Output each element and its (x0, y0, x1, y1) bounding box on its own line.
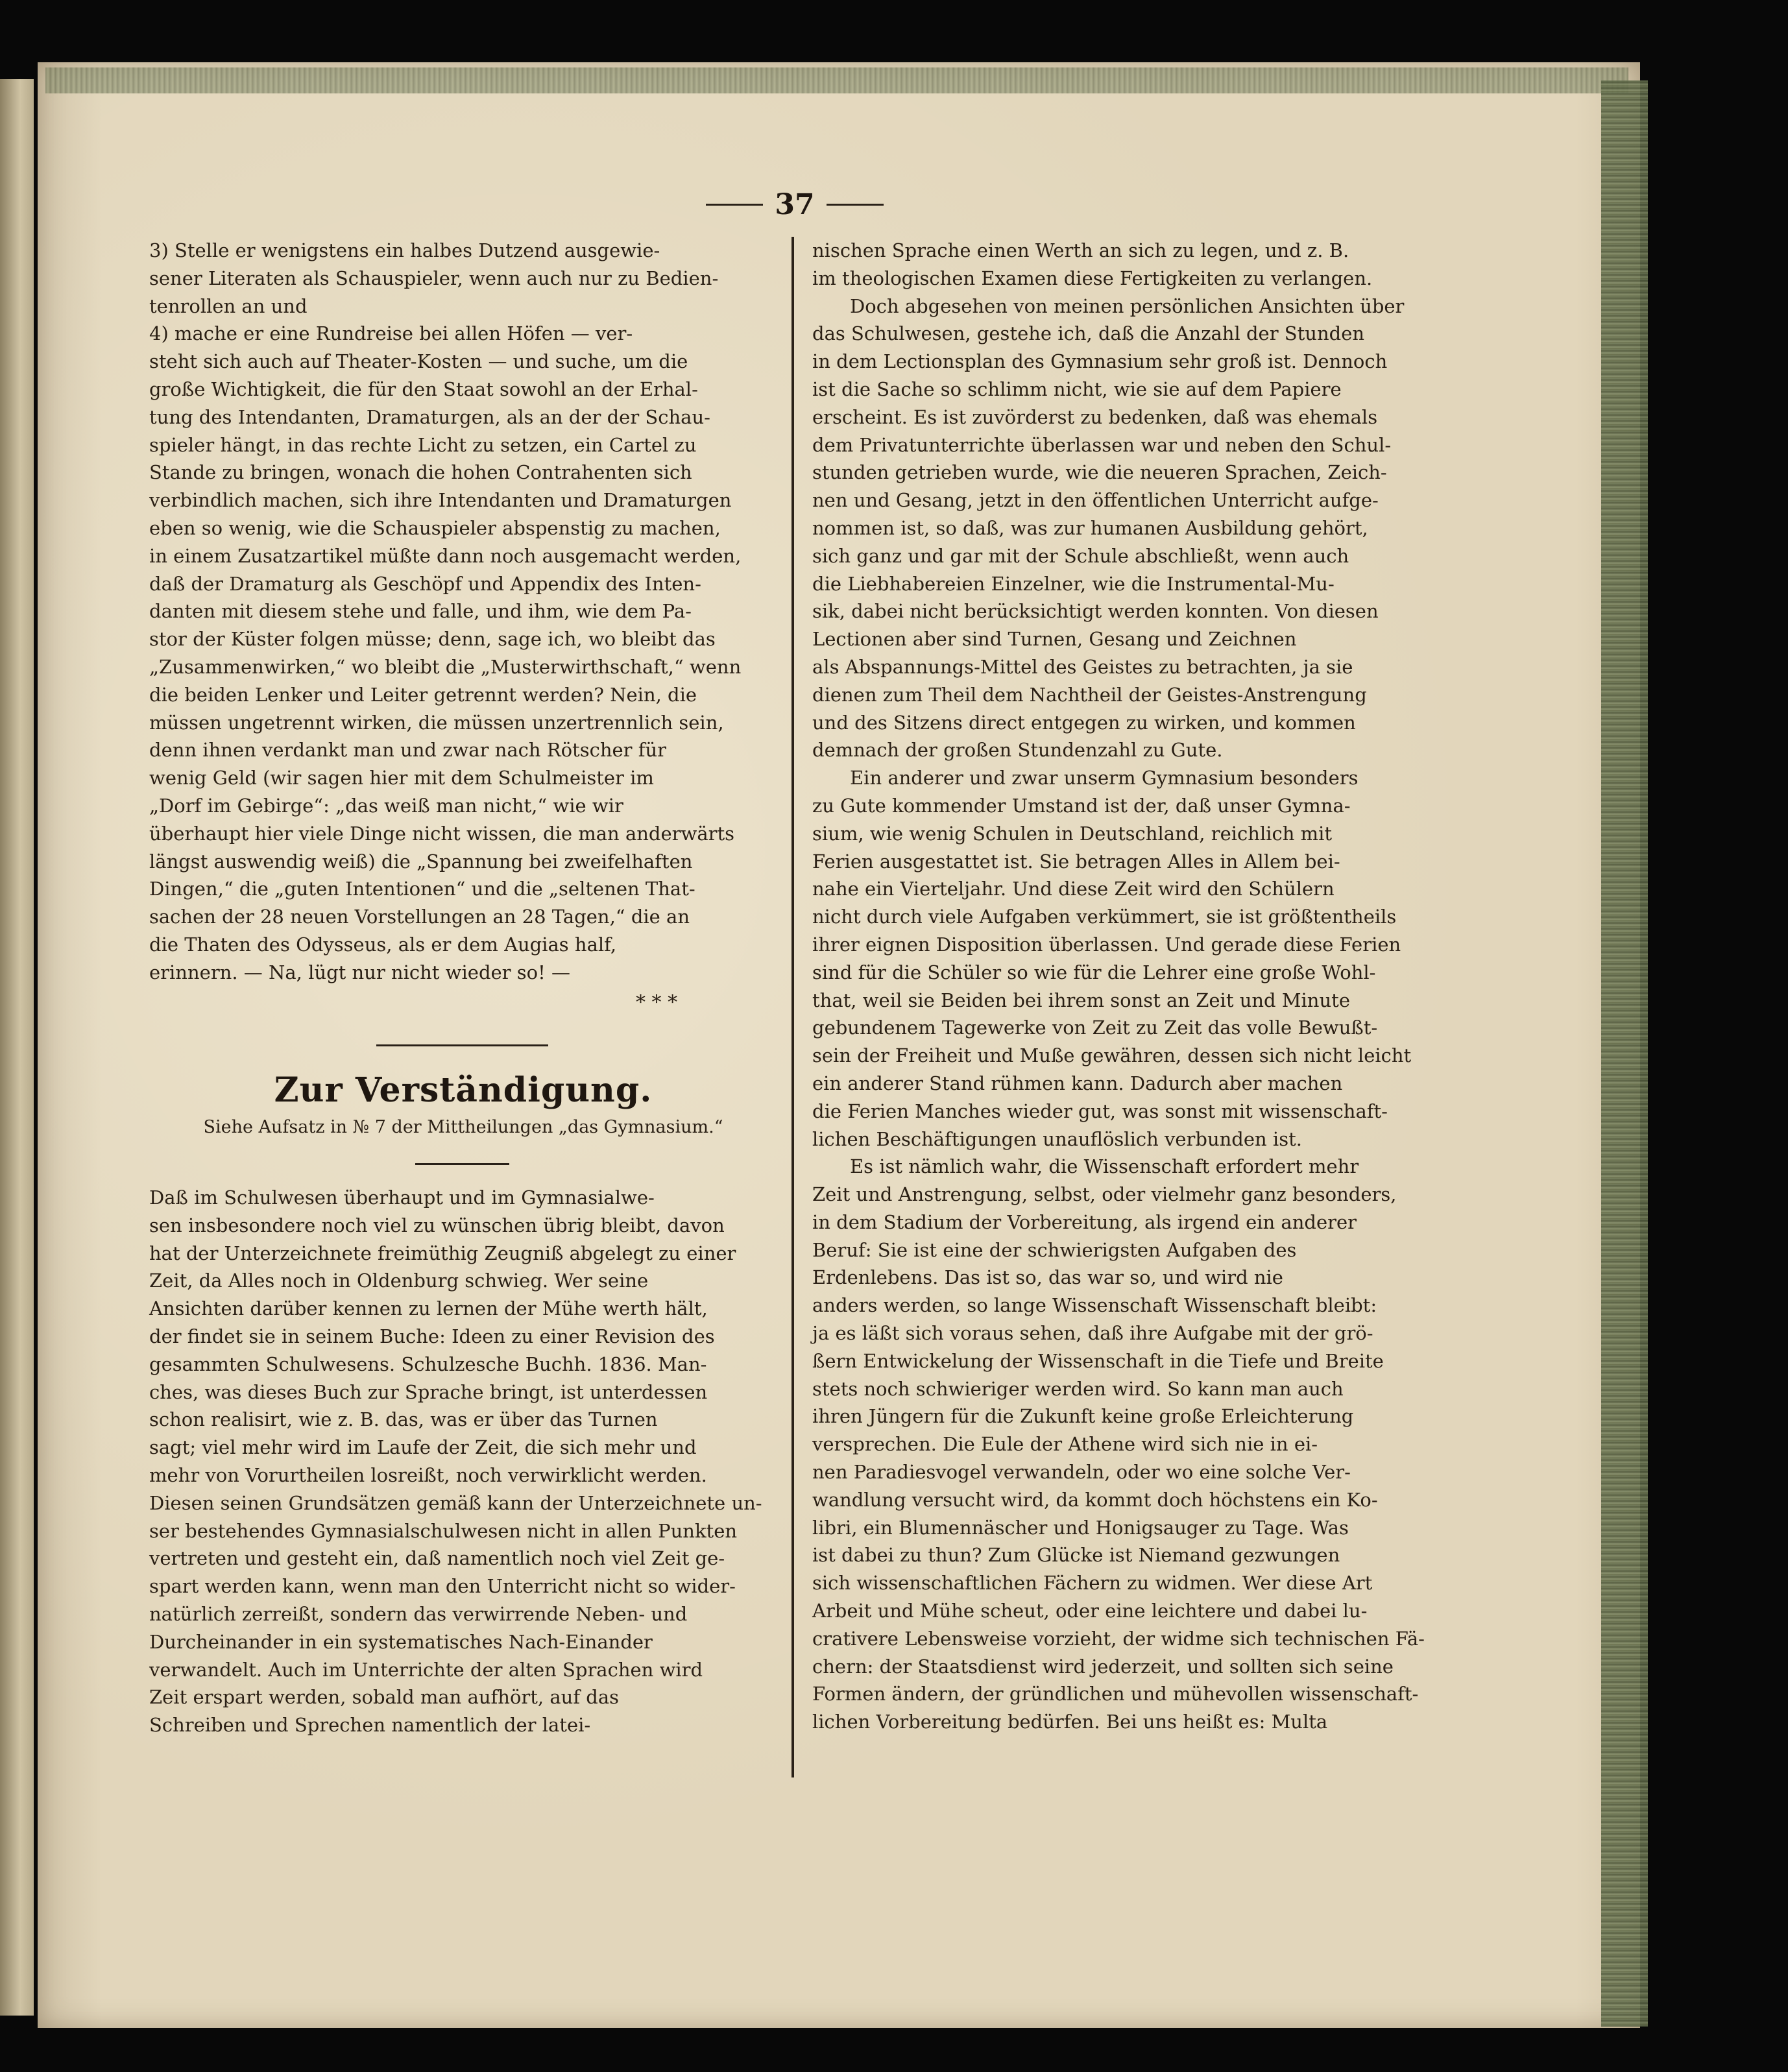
article-paragraph: Es ist nämlich wahr, die Wissenschaft erfordert mehr Zeit und Anstrengung, selbst, oder vielmehr ganz besonders, in dem Stadium der Vorbereitung, als irgend ein anderer Beruf: Sie ist eine der schwierigsten Aufgaben des Erdenlebens. Das ist so, das war so, und wird nie anders werden, so lange Wissenschaft Wissenschaft bleibt: ja es läßt sich voraus sehen, daß ihre Aufgabe mit der grö- ßern Entwickelung der Wissenschaft in die Tiefe und Breite stets noch schwieriger werden wird. So kann man auch ihren Jüngern für die Zukunft keine große Erleichterung versprechen. Die Eule der Athene wird sich nie in ei- nen Paradiesvogel verwandeln, oder wo eine solche Ver- wandlung versucht wird, da kommt doch höchstens ein Ko- libri, ein Blumennäscher und Honigsauger zu Tage. Was ist dabei zu thun? Zum Glücke ist Niemand gezwungen sich wissenschaftlichen Fächern zu widmen. Wer diese Art Arbeit und Mühe scheut, oder eine leichtere und dabei lu- crativere Lebensweise vorzieht, der widme sich technischen Fä- chern: der Staatsdienst wird jederzeit, und sollten sich seine Formen ändern, der gründlichen und mühevollen wissenschaft- lichen Vorbereitung bedürfen. Bei uns heißt es: Multa (812, 1155, 1425, 1733)
page-number-header (678, 188, 912, 221)
article-subtitle: Siehe Aufsatz in № 7 der Mittheilungen „das Gymnasium.“ (203, 1117, 723, 1137)
article-paragraph: Doch abgesehen von meinen persönlichen Ansichten über das Schulwesen, gestehe ich, daß die Anzahl der Stunden in dem Lectionsplan des Gymnasium sehr groß ist. Dennoch ist die Sache so schlimm nicht, wie sie auf dem Papiere erscheint. Es ist zuvörderst zu bedenken, daß was ehemals dem Privatunterrichte überlassen war und neben den Schul- stunden getrieben wurde, wie die neueren Sprachen, Zeich- nen und Gesang, jetzt in den öffentlichen Unterricht aufge- nommen ist, so daß, was zur humanen Ausbildung gehört, sich ganz und gar mit der Schule abschließt, wenn auch die Liebhabereien Einzelner, wie die Instrumental-Mu- sik, dabei nicht berücksichtigt werden konnten. Von diesen Lectionen aber sind Turnen, Gesang und Zeichnen als Abspannungs-Mittel des Geistes zu betrachten, ja sie dienen zum Theil dem Nachtheil der Geistes-Anstrengung und des Sitzens direct entgegen zu wirken, und kommen demnach der großen Stundenzahl zu Gute. (812, 295, 1405, 762)
article-paragraph: Daß im Schulwesen überhaupt und im Gymnasialwe- sen insbesondere noch viel zu wünschen übrig bleibt, davon hat der Unterzeichnete freimüthig Zeugniß abgelegt zu einer Zeit, da Alles noch in Oldenburg schwieg. Wer seine Ansichten darüber kennen zu lernen der Mühe werth hält, der findet sie in seinem Buche: Ideen zu einer Revision des gesammten Schulwesens. Schulzesche Buchh. 1836. Man- ches, was dieses Buch zur Sprache bringt, ist unterdessen schon realisirt, wie z. B. das, was er über das Turnen sagt; viel mehr wird im Laufe der Zeit, die sich mehr und mehr von Vorurtheilen losreißt, noch verwirklicht werden. Diesen seinen Grundsätzen gemäß kann der Unterzeichnete un- ser bestehendes Gymnasialschulwesen nicht in allen Punkten vertreten und gesteht ein, daß namentlich noch viel Zeit ge- spart werden kann, wenn man den Unterricht nicht so wider- natürlich zerreißt, sondern das verwirrende Neben- und Durcheinander in ein systematisches Nach-Einander verwandelt. Auch im Unterrichte der alten Sprachen wird Zeit erspart werden, sobald man aufhört, auf das Schreiben und Sprechen namentlich der latei- (149, 1187, 762, 1737)
page-top-edge (45, 67, 1628, 93)
paragraph-item-4: 4) mache er eine Rundreise bei allen Höfen — ver- steht sich auch auf Theater-Kosten — und suche, um die große Wichtigkeit, die für den Staat sowohl an der Erhal- tung des Intendanten, Dramaturgen, als an der der Schau- spieler hängt, in das rechte Licht zu setzen, ein Cartel zu Stande zu bringen, wonach die hohen Contrahenten sich verbindlich machen, sich ihre Intendanten und Dramaturgen eben so wenig, wie die Schauspieler abspenstig zu machen, in einem Zusatzartikel müßte dann noch ausgemacht werden, daß der Dramaturg als Geschöpf und Appendix des Inten- danten mit diesem stehe und falle, und ihm, wie dem Pa- stor der Küster folgen müsse; denn, sage ich, wo bleibt das „Zusammenwirken,“ wo bleibt die „Musterwirthschaft,“ wenn die beiden Lenker und Leiter getrennt werden? Nein, die müssen ungetrennt wirken, die müssen unzertrennlich sein, denn ihnen verdankt man und zwar nach Rötscher für wenig Geld (wir sagen hier mit dem Schulmeister im „Dorf im Gebirge“: „das weiß man nicht,“ wie wir überhaupt hier viele Dinge nicht wissen, die man anderwärts längst auswendig weiß) die „Spannung bei zweifelhaften Dingen,“ die „guten Intentionen“ und die „seltenen That- sachen der 28 neuen Vorstellungen an 28 Tagen,“ die an die Thaten des Odysseus, als er dem Augias half, erinnern. — Na, lügt nur nicht wieder so! — (149, 322, 742, 983)
left-column-bottom (149, 1184, 777, 1739)
article-paragraph: Ein anderer und zwar unserm Gymnasium besonders zu Gute kommender Umstand ist der, daß unser Gymna- sium, wie wenig Schulen in Deutschland, reichlich mit Ferien ausgestattet ist. Sie betragen Alles in Allem bei- nahe ein Vierteljahr. Und diese Zeit wird den Schülern nicht durch viele Aufgaben verkümmert, sie ist größtentheils ihrer eignen Disposition überlassen. Und gerade diese Ferien sind für die Schüler so wie für die Lehrer eine große Wohl- that, weil sie Beiden bei ihrem sonst an Zeit und Minute gebundenem Tagewerke von Zeit zu Zeit das volle Bewußt- sein der Freiheit und Muße gewähren, dessen sich nicht leicht ein anderer Stand rühmen kann. Dadurch aber machen die Ferien Manches wieder gut, was sonst mit wissenschaft- lichen Beschäftigungen unauflöslich verbunden ist. (812, 767, 1412, 1150)
folio-dash-left (706, 204, 763, 206)
article-title: Zur Verständigung. (274, 1070, 653, 1110)
facing-page-edge (0, 79, 34, 2016)
author-signature-stars: * * * (636, 991, 678, 1014)
right-column (812, 237, 1442, 1736)
section-divider (376, 1044, 548, 1046)
column-rule (791, 237, 794, 1777)
article-paragraph: nischen Sprache einen Werth an sich zu legen, und z. B. im theologischen Examen diese Fertigkeiten zu verlangen. (812, 239, 1373, 289)
page-right-edge (1601, 80, 1648, 2027)
page-number: 37 (775, 187, 815, 221)
title-divider (415, 1163, 509, 1165)
folio-dash-right (827, 204, 884, 206)
paragraph-item-3: 3) Stelle er wenigstens ein halbes Dutzend ausgewie- sener Literaten als Schauspieler, wenn auch nur zu Bedien- tenrollen an und (149, 239, 719, 317)
left-column-top (149, 237, 777, 987)
